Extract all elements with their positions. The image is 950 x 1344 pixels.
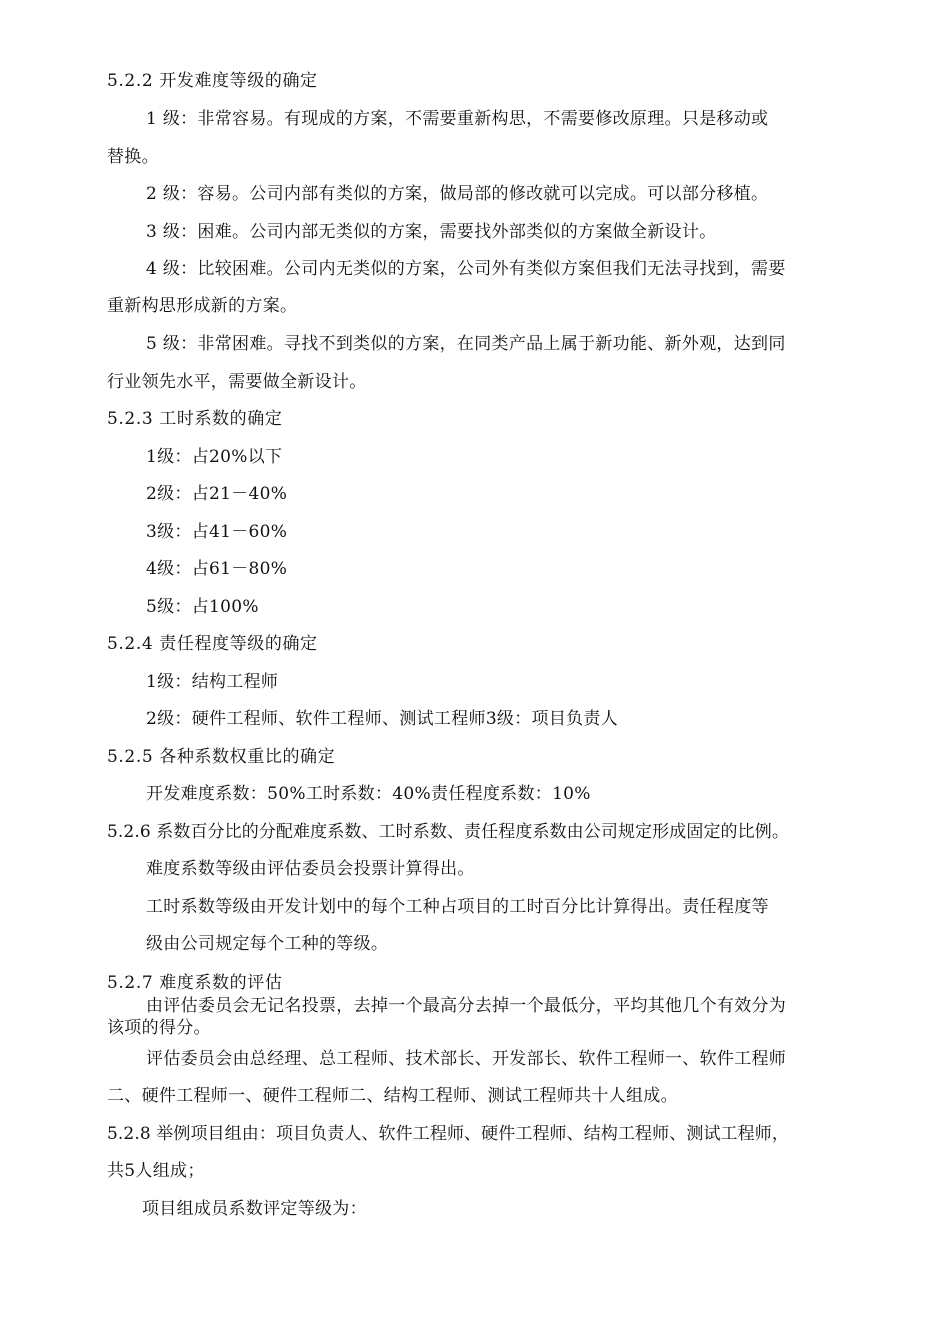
difficulty-level-1-line-2: 替换。 [107, 147, 159, 167]
committee-members-line-1: 评估委员会由总经理、总工程师、技术部长、开发部长、软件工程师一、软件工程师 [146, 1049, 787, 1069]
difficulty-level-5-line-2: 行业领先水平，需要做全新设计。 [107, 372, 367, 392]
difficulty-coefficient-note: 难度系数等级由评估委员会投票计算得出。 [146, 859, 475, 879]
difficulty-level-4-line-1: 4 级：比较困难。公司内无类似的方案，公司外有类似方案但我们无法寻找到，需要 [146, 259, 786, 279]
weight-ratios: 开发难度系数：50%工时系数：40%责任程度系数：10% [146, 784, 591, 804]
section-heading-5-2-5: 5.2.5 各种系数权重比的确定 [107, 747, 336, 767]
difficulty-level-1-line-1: 1 级：非常容易。有现成的方案，不需要重新构思，不需要修改原理。只是移动或 [146, 109, 769, 129]
section-heading-5-2-7: 5.2.7 难度系数的评估 [107, 973, 283, 993]
hours-level-1: 1级：占20%以下 [146, 447, 283, 467]
committee-members-line-2: 二、硬件工程师一、硬件工程师二、结构工程师、测试工程师共十人组成。 [107, 1086, 678, 1106]
difficulty-level-5-line-1: 5 级：非常困难。寻找不到类似的方案，在同类产品上属于新功能、新外观，达到同 [146, 334, 786, 354]
section-heading-5-2-8-line-1: 5.2.8 举例项目组由：项目负责人、软件工程师、硬件工程师、结构工程师、测试工程师， [107, 1124, 789, 1144]
section-heading-5-2-6: 5.2.6 系数百分比的分配难度系数、工时系数、责任程度系数由公司规定形成固定的比例。 [107, 822, 789, 842]
section-heading-5-2-2: 5.2.2 开发难度等级的确定 [107, 71, 318, 91]
hours-coefficient-note-line-2: 级由公司规定每个工种的等级。 [146, 934, 389, 954]
evaluation-method-line-1: 由评估委员会无记名投票，去掉一个最高分去掉一个最低分，平均其他几个有效分为 [146, 996, 787, 1016]
hours-level-3: 3级：占41－60% [146, 522, 288, 542]
responsibility-level-1: 1级：结构工程师 [146, 672, 279, 692]
section-heading-5-2-8-line-2: 共5人组成； [107, 1161, 205, 1181]
difficulty-level-2: 2 级：容易。公司内部有类似的方案，做局部的修改就可以完成。可以部分移植。 [146, 184, 769, 204]
evaluation-method-line-2: 该项的得分。 [107, 1018, 211, 1038]
hours-coefficient-note-line-1: 工时系数等级由开发计划中的每个工种占项目的工时百分比计算得出。责任程度等 [146, 897, 769, 917]
hours-level-2: 2级：占21－40% [146, 484, 288, 504]
difficulty-level-3: 3 级：困难。公司内部无类似的方案，需要找外部类似的方案做全新设计。 [146, 222, 717, 242]
difficulty-level-4-line-2: 重新构思形成新的方案。 [107, 296, 298, 316]
section-heading-5-2-3: 5.2.3 工时系数的确定 [107, 409, 283, 429]
member-rating-intro: 项目组成员系数评定等级为： [142, 1199, 367, 1219]
hours-level-4: 4级：占61－80% [146, 559, 288, 579]
responsibility-level-2-3: 2级：硬件工程师、软件工程师、测试工程师3级：项目负责人 [146, 709, 619, 729]
hours-level-5: 5级：占100% [146, 597, 259, 617]
section-heading-5-2-4: 5.2.4 责任程度等级的确定 [107, 634, 318, 654]
